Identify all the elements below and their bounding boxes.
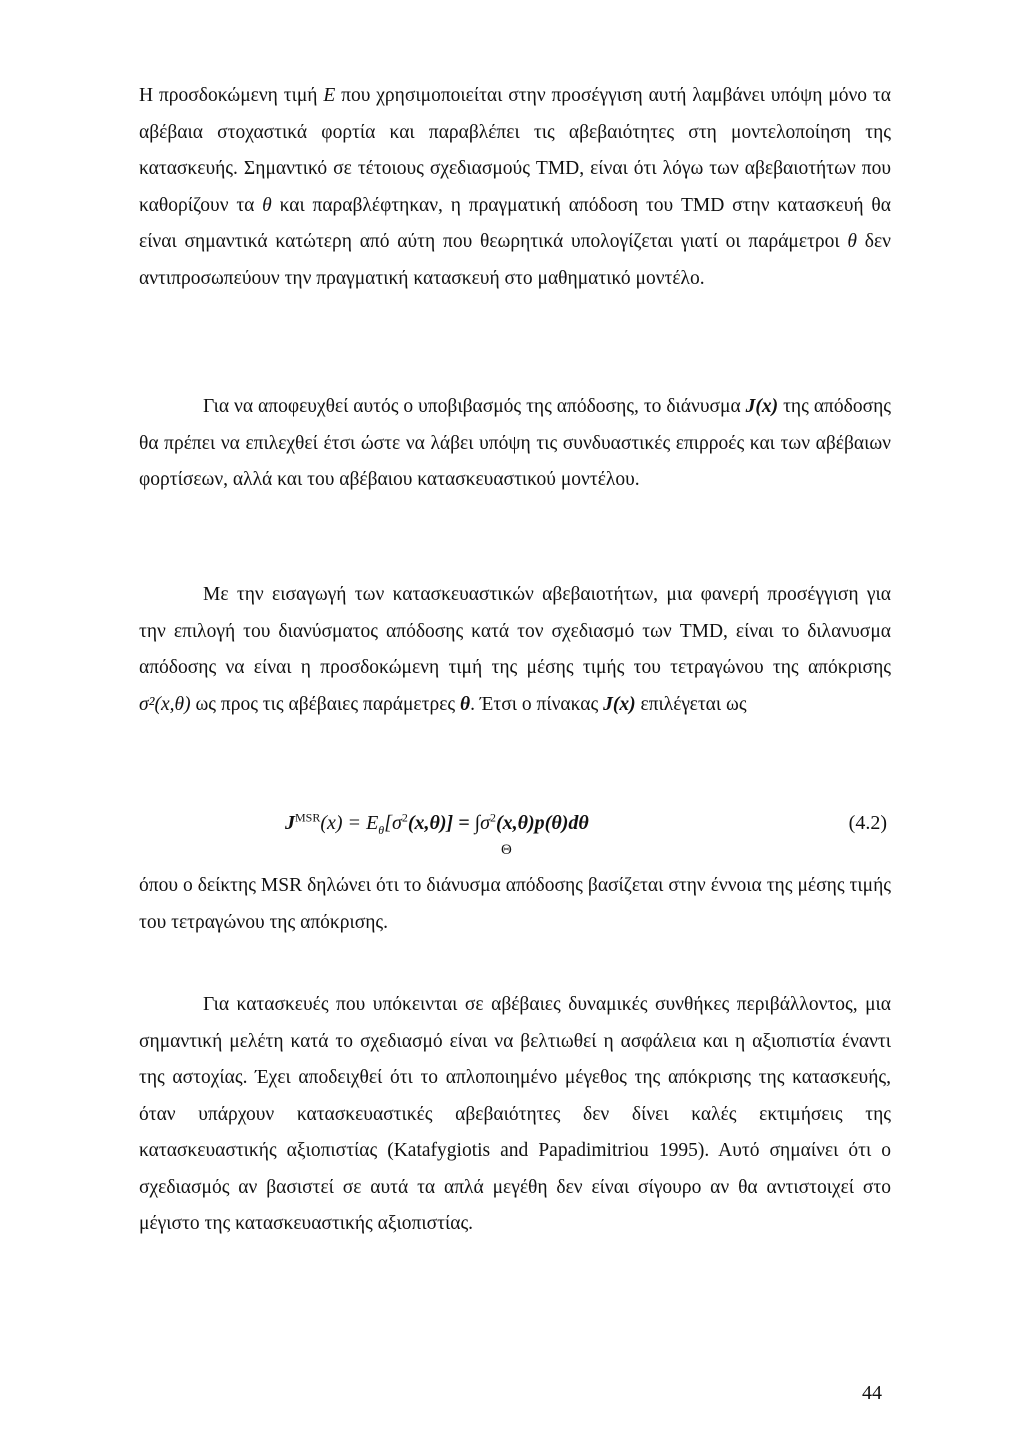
paragraph-5 [139,987,891,1243]
eq-E-sub: θ [378,823,385,837]
eq-E: E [366,812,379,834]
text: και παραβλέφτηκαν, η πραγματική απόδοση του TMD στην κατασκευή θα είναι σημαντικά κατώτερη από αύτη που θεωρητικά υπολογίζεται γιατί οι παράμετροι [139,194,891,252]
text: που χρησιμοποιείται στην προσέγγιση αυτή λαμβάνει υπόψη μόνο τα αβέβαια στοχαστικά φορτία και παραβλέπει τις αβεβαιότητες στη μοντελοποίηση της κατασκευής. Σημαντικό σε τέτοιους σχεδιασμούς TMD, είναι ότι λόγω των αβεβαιοτήτων που καθορίζουν τα [139,85,891,216]
text: Για κατασκευές που υπόκεινται σε αβέβαιες δυναμικές συνθήκες περιβάλλοντος, μια σημαντική μελέτη κατά το σχεδιασμό είναι να βελτιωθεί η ασφάλεια και η αξιοπιστία έναντι της αστοχίας. Έχει αποδειχθεί ότι το απλοποιημένο μέγεθος της απόκρισης της κατασκευής, όταν υπάρχουν κατασκευαστικές αβεβαιότητες δεν δίνει καλές εκτιμήσεις της κατασκευαστικής αξιοπιστίας (Katafygiotis and Papadimitriou 1995). Αυτό σημαίνει ότι ο σχεδιασμός αν βασιστεί σε αυτά τα απλά μεγέθη δεν είναι σίγουρο αν θα αντιστοιχεί στο μέγιστο της κατασκευαστικής αξιοπιστίας. [139,994,891,1234]
equation-number: (4.2) [848,812,887,834]
symbol-J: J(x) [745,396,779,417]
eq-mid: [σ [384,812,402,834]
eq-J: J [285,812,295,834]
eq-msr-sup: MSR [295,810,321,825]
page-number: 44 [862,1382,882,1404]
symbol-sigma: σ²(x,θ) [139,693,191,715]
text: της απόδοσης θα πρέπει να επιλεχθεί έτσι ώστε να λάβει υπόψη τις συνδυαστικές επιρροές και των αβέβαιων φορτίσεων, αλλά και του αβέβαιου κατασκευαστικού μοντέλου. [139,396,891,490]
paragraph-3 [139,577,891,723]
eq-integral: ∫ [474,812,481,834]
text: Για να αποφευχθεί αυτός ο υποβιβασμός της απόδοσης, το διάνυσμα [203,396,746,417]
equation-body [285,812,589,835]
paragraph-2 [139,389,891,499]
text: επιλέγεται ως [635,693,747,715]
text: Με την εισαγωγή των κατασκευαστικών αβεβαιοτήτων, μια φανερή προσέγγιση για την επιλογή του διανύσματος απόδοσης κατά τον σχεδιασμό των TMD, είναι το διλανυσμα απόδοσης να είναι η προσδοκώμενη τιμή της μέσης τιμής του τετραγώνου της απόκρισης [139,584,891,678]
equation-4-2 [139,812,891,864]
symbol-theta: θ [262,194,272,216]
symbol-theta: θ [459,693,471,715]
eq-lhs-arg: (x) = [320,812,367,834]
symbol-theta: θ [847,231,858,252]
eq-mid-sup: 2 [401,810,408,825]
text: δεν αντιπροσωπεύουν την πραγματική κατασκευή στο μαθηματικό μοντέλο. [139,231,891,289]
text: όπου ο δείκτης MSR δηλώνει ότι το διάνυσμα απόδοσης βασίζεται στην έννοια της μέσης τιμής του τετραγώνου της απόκρισης. [139,875,891,933]
eq-integral-domain: Θ [501,842,512,858]
eq-rhs-sigma: σ [480,812,490,834]
eq-mid-arg: (x,θ)] = [407,812,475,834]
text: Η προσδοκώμενη τιμή [139,85,324,106]
symbol-J: J(x) [603,693,636,715]
eq-rhs-arg: (x,θ)p(θ)dθ [495,812,589,834]
text: . Έτσι ο πίνακας [470,693,604,715]
text: ως προς τις αβέβαιες παράμετρες [190,693,460,715]
symbol-E: E [323,85,336,106]
paragraph-4 [139,868,891,941]
eq-rhs-sup: 2 [489,810,496,825]
paragraph-1 [139,78,891,297]
